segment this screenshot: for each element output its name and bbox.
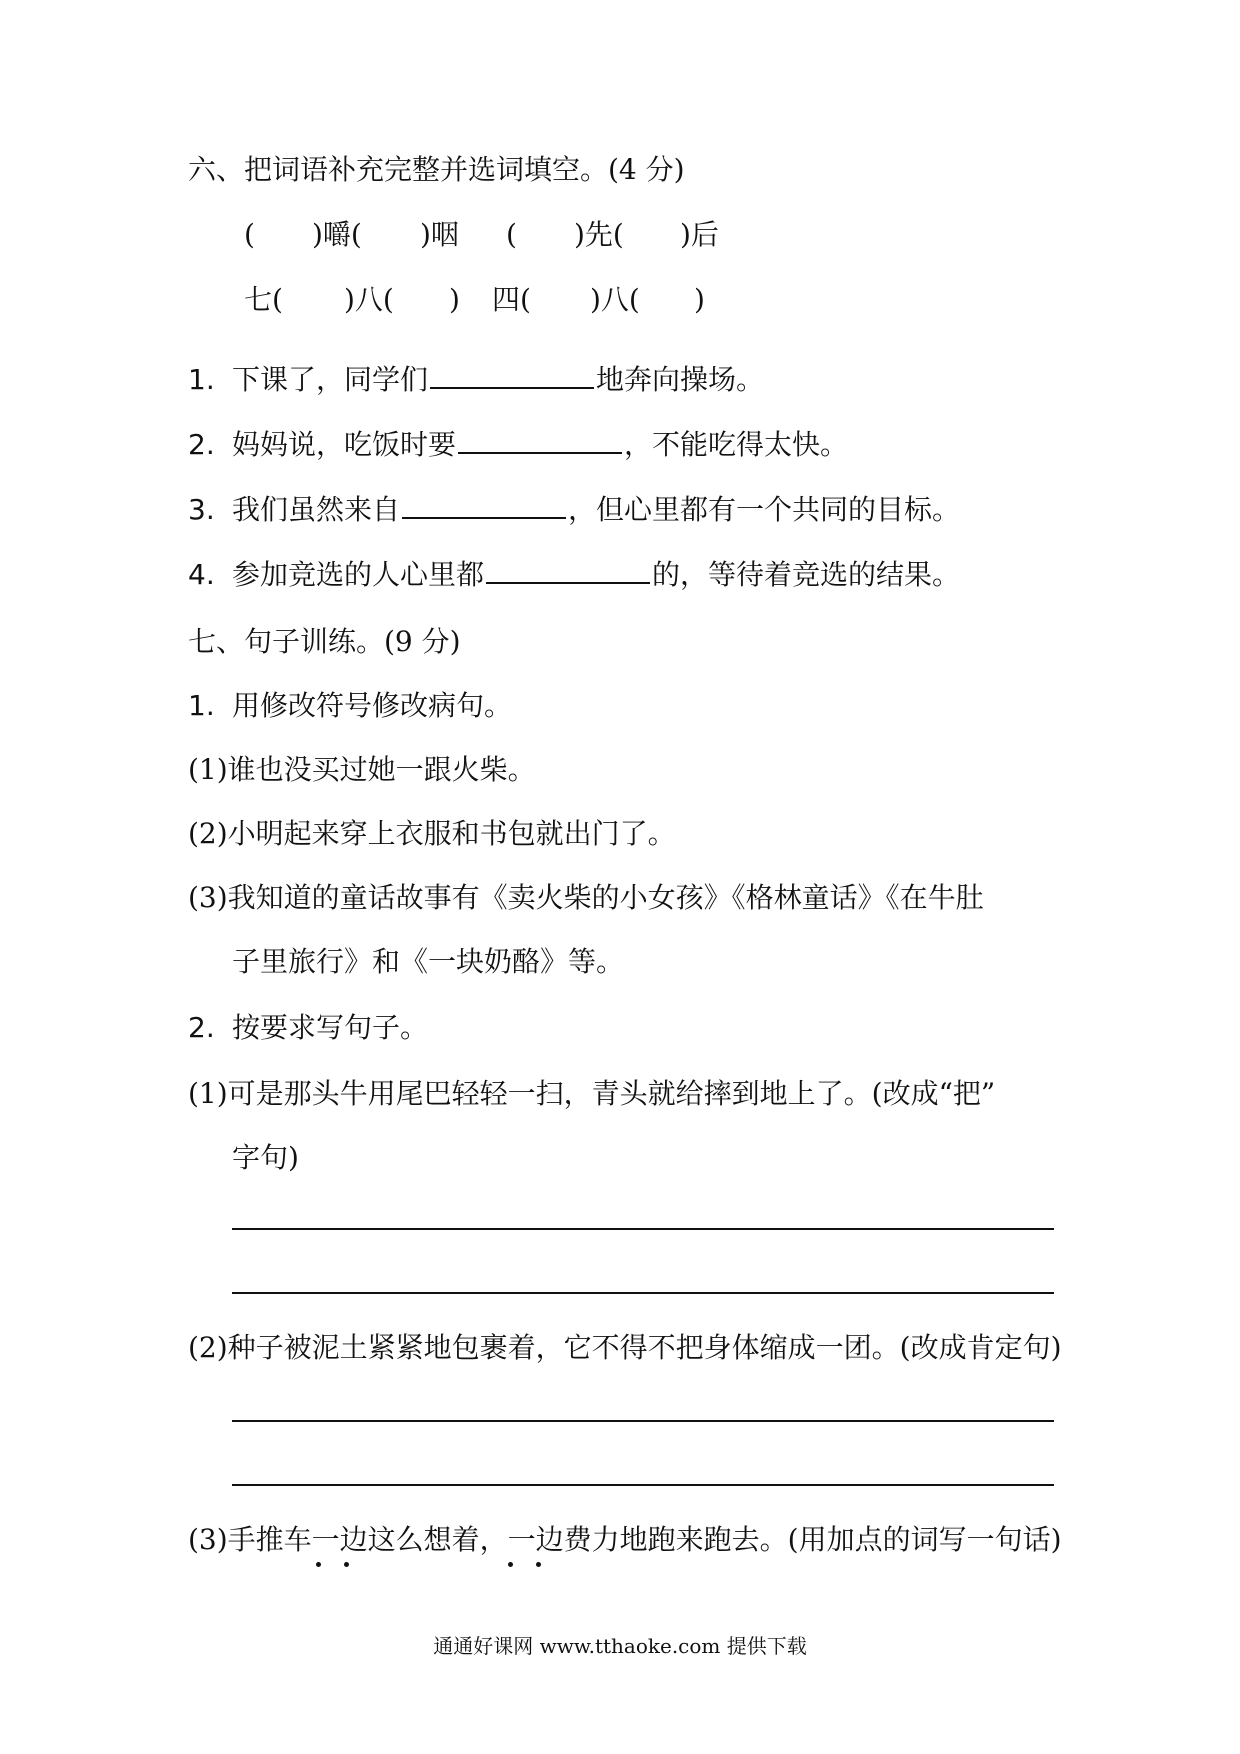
fill-row-2-part-6: )	[694, 283, 705, 316]
fill-row-2-part-4: 四(	[492, 283, 531, 316]
emphasis-dot	[316, 1562, 321, 1567]
question-number: 2.	[188, 428, 215, 461]
task-7-2-1: (1)可是那头牛用尾巴轻轻一扫，青头就给摔到地上了。(改成“把”	[188, 1077, 996, 1110]
answer-line[interactable]	[232, 1292, 1054, 1294]
question-text: 按要求写句子。	[232, 1011, 429, 1044]
question-6-1	[188, 360, 764, 400]
fill-row-1-part-2: )嚼(	[312, 218, 362, 251]
question-text-after: 的，等待着竞选的结果。	[652, 558, 961, 591]
question-text-after: ，不能吃得太快。	[624, 428, 849, 461]
sentence-7-1-1: (1)谁也没买过她一跟火柴。	[188, 753, 536, 786]
task-7-2-2: (2)种子被泥土紧紧地包裹着，它不得不把身体缩成一团。(改成肯定句)	[188, 1331, 1062, 1364]
fill-row-1-part-5: )先(	[574, 218, 624, 251]
question-text-after: 地奔向操场。	[596, 363, 765, 396]
emphasis-dot	[508, 1562, 513, 1567]
question-7-2	[188, 1008, 428, 1048]
question-number: 1.	[188, 689, 215, 722]
question-6-2	[188, 425, 848, 465]
fill-row-1-part-6: )后	[680, 218, 719, 251]
fill-row-2-part-1: 七(	[244, 283, 283, 316]
answer-blank[interactable]	[486, 556, 650, 584]
question-number: 2.	[188, 1011, 215, 1044]
sentence-7-1-2: (2)小明起来穿上衣服和书包就出门了。	[188, 817, 676, 850]
question-text-before: 下课了，同学们	[232, 363, 429, 396]
question-number: 1.	[188, 363, 215, 396]
emphasis-dot	[536, 1562, 541, 1567]
sentence-7-1-3-cont: 子里旅行》和《一块奶酪》等。	[232, 945, 625, 978]
task-7-2-1-cont: 字句)	[232, 1141, 299, 1174]
section-6-title: 六、把词语补充完整并选词填空。(4 分)	[188, 153, 685, 186]
section-7-title: 七、句子训练。(9 分)	[188, 625, 461, 658]
fill-row-2-part-2: )八(	[344, 283, 394, 316]
question-6-3	[188, 490, 960, 530]
page-footer: 通通好课网 www.tthaoke.com 提供下载	[433, 1634, 807, 1658]
answer-line[interactable]	[232, 1228, 1054, 1230]
question-text: 用修改符号修改病句。	[232, 689, 513, 722]
task-7-2-3: (3)手推车一边这么想着，一边费力地跑来跑去。(用加点的词写一句话)	[188, 1523, 1062, 1556]
question-number: 4.	[188, 558, 215, 591]
question-text-after: ，但心里都有一个共同的目标。	[568, 493, 961, 526]
question-text-before: 参加竞选的人心里都	[232, 558, 485, 591]
question-6-4	[188, 555, 960, 595]
question-7-1	[188, 686, 512, 726]
fill-row-2-part-3: )	[449, 283, 460, 316]
emphasis-dot	[344, 1562, 349, 1567]
question-number: 3.	[188, 493, 215, 526]
fill-row-1-part-3: )咽	[420, 218, 459, 251]
answer-line[interactable]	[232, 1420, 1054, 1422]
answer-blank[interactable]	[458, 426, 622, 454]
fill-row-1-part-4: (	[506, 218, 517, 251]
sentence-7-1-3: (3)我知道的童话故事有《卖火柴的小女孩》《格林童话》《在牛肚	[188, 881, 984, 914]
fill-row-2-part-5: )八(	[590, 283, 640, 316]
question-text-before: 我们虽然来自	[232, 493, 401, 526]
answer-line[interactable]	[232, 1484, 1054, 1486]
question-text-before: 妈妈说，吃饭时要	[232, 428, 457, 461]
answer-blank[interactable]	[402, 491, 566, 519]
answer-blank[interactable]	[430, 361, 594, 389]
fill-row-1-part-1: (	[244, 218, 255, 251]
